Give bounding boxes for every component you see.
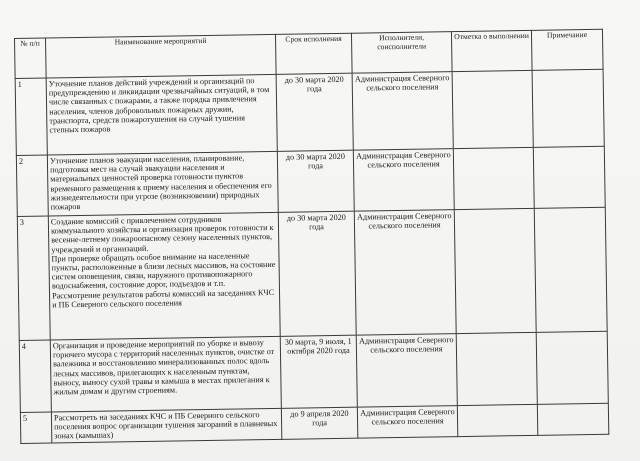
row-number: 5: [20, 412, 51, 443]
header-note: Примечание: [531, 29, 603, 70]
header-executors: Исполнители, соисполнители: [351, 32, 452, 74]
row-number: 4: [19, 340, 51, 412]
row-note: [532, 69, 604, 147]
row-note: [536, 331, 608, 404]
row-note: [534, 207, 607, 332]
row-note: [537, 403, 608, 435]
row-event-name: [48, 212, 280, 340]
row-mark: [453, 147, 534, 209]
table-row: [15, 69, 604, 155]
row-executors: Администрация Северного сельского поселения: [357, 406, 457, 438]
row-mark: [452, 70, 533, 148]
row-mark: [454, 208, 536, 333]
row-event-name: [50, 336, 281, 412]
row-number: 2: [16, 155, 48, 216]
header-mark: Отметка о выполнении: [451, 30, 532, 71]
row-note: [533, 146, 605, 208]
row-term: до 30 марта 2020 года: [276, 73, 353, 151]
header-name: Наименование мероприятий: [46, 34, 277, 78]
row-event-name: [46, 74, 277, 155]
table-row: [16, 146, 605, 216]
row-event-name: [51, 408, 281, 442]
header-num: № п/п: [15, 38, 47, 78]
event-text: Рассмотрение результатов работы комиссий на заседаниях КЧС и ПБ Северного сельского поселения: [51, 287, 275, 310]
event-text: Организация и проведение мероприятий по уборке и вывозу горючего мусора с территорий населенных пунктов, очистке от валежника и восстановлению минерализованных полос вдоль лесных массивов, прилегающих к населенным пунктам, выносу, выносу сухой травы и камыша в местах прилегания к жилым домам и другим строениям.: [52, 338, 275, 397]
row-term: до 30 марта 2020 года: [277, 150, 354, 212]
row-term: 30 марта, 9 июля, 1 октября 2020 года: [280, 335, 357, 408]
table-row: [17, 207, 607, 340]
table-row: [19, 331, 608, 412]
event-text: Создание комиссий с привлечением сотрудников коммунального хозяйства и организация проверок готовности к весенне-летнему пожароопасному сезону населенных пунктов, учреждений и организаций.: [50, 214, 274, 255]
row-executors: Администрация Северного сельского поселения: [356, 334, 457, 408]
row-mark: [457, 404, 537, 436]
row-number: 3: [17, 216, 50, 340]
row-number: 1: [15, 78, 47, 155]
events-plan-table: [14, 29, 609, 444]
event-text: Уточнение планов действий учреждений и организаций по предупреждению и ликвидации чрезвычайных ситуаций, в том числе связанных с пожарами, а также порядка привлечения населения, членов добровольных пожарных дружин, транспорта, средств пожаротушения на случай тушения степных пожаров: [48, 76, 270, 135]
event-text: Рассмотреть на заседаниях КЧС и ПБ Северного сельского поселения вопрос организации тушения загораний в плавневых зонах (камышах): [53, 410, 278, 441]
event-text: При проверке обращать особое внимание на населенные пункты, расположенные в близи лесных массивов, на состояние систем оповещения, связи, наружного противопожарного водоснабжения, состояние дорог, подъездов и т.п.: [51, 251, 276, 291]
header-term: Срок исполнения: [275, 33, 352, 74]
row-term: до 9 апреля 2020 года: [281, 407, 357, 439]
row-term: до 30 марта 2020 года: [278, 211, 356, 336]
row-executors: Администрация Северного сельского поселения: [352, 72, 453, 151]
row-event-name: [47, 151, 278, 216]
row-executors: Администрация Северного сельского поселения: [354, 210, 456, 336]
row-mark: [456, 332, 537, 405]
row-executors: Администрация Северного сельского поселения: [353, 149, 454, 212]
event-text: Уточнение планов эвакуации населения, планирование, подготовка мест на случай эвакуации населения и материальных ценностей проверка готовности пунктов временного размещения к приему населения и обеспечения его жизнедеятельности при угрозе (возникновении) природных пожаров: [49, 153, 272, 212]
